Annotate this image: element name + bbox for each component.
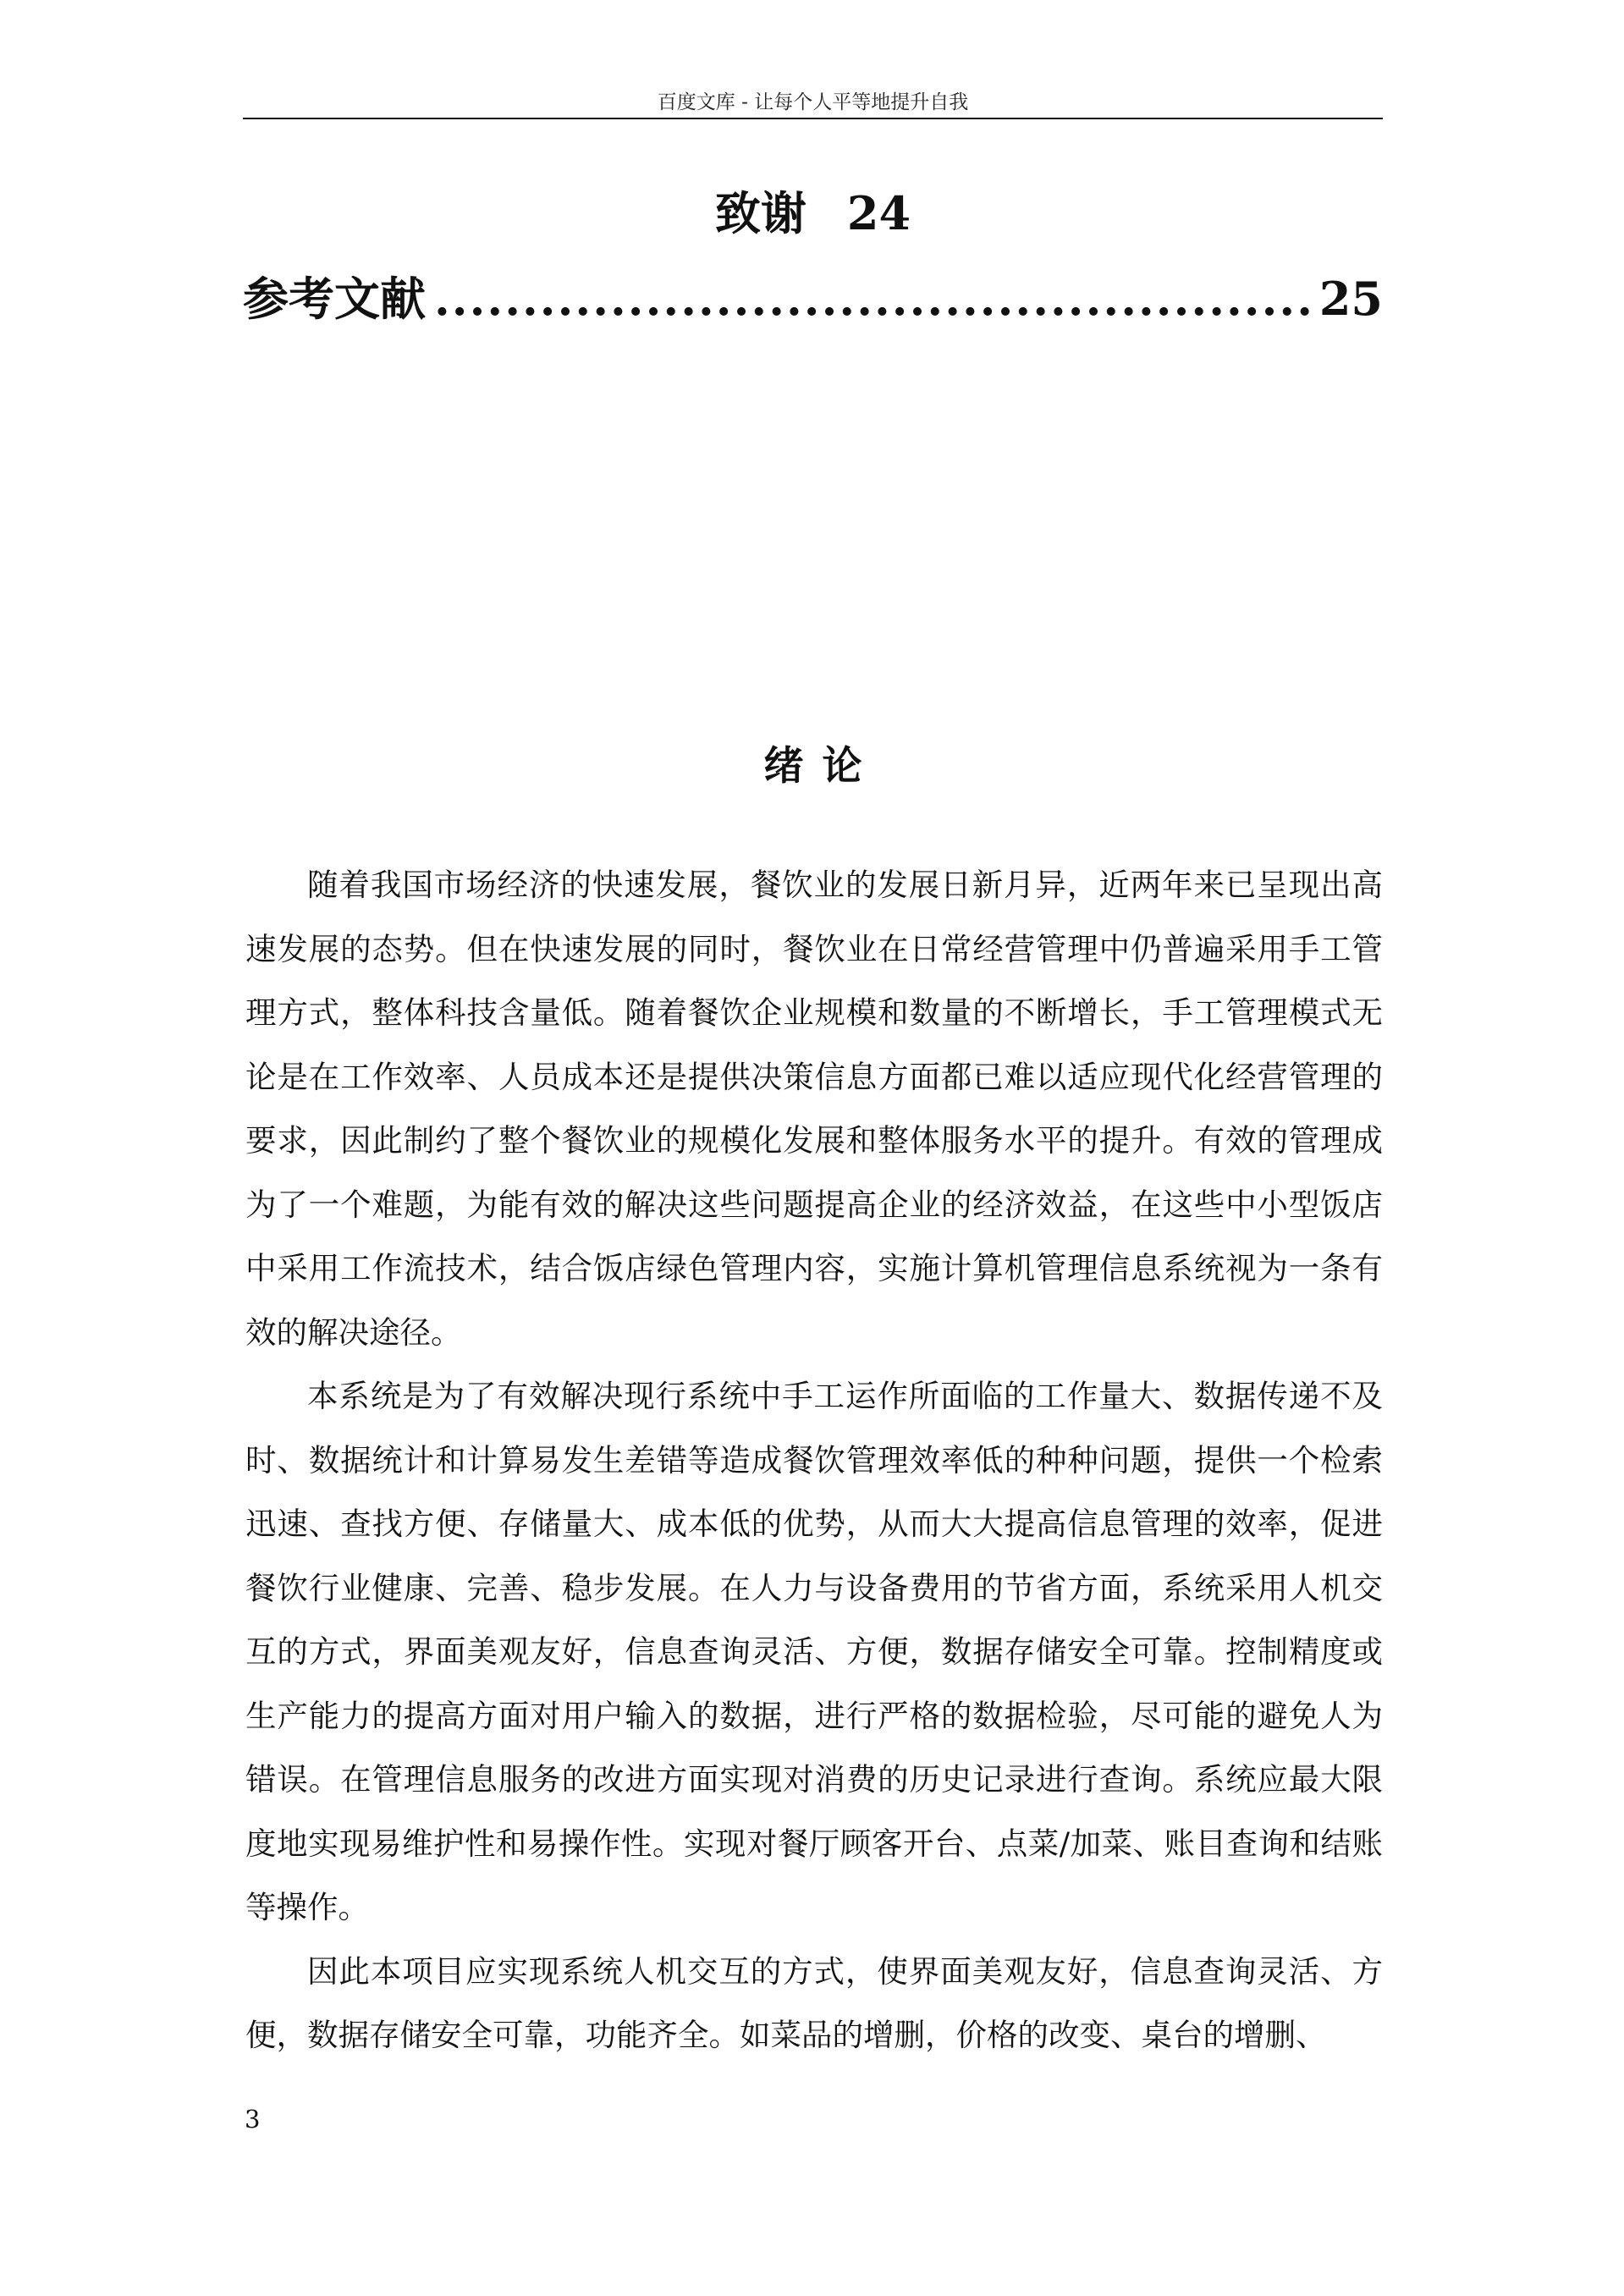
body-paragraph: 随着我国市场经济的快速发展，餐饮业的发展日新月异，近两年来已呈现出高速发展的态势。但在快速发展的同时，餐饮业在日常经营管理中仍普遍采用手工管理方式，整体科技含量低。随着餐饮企业规模和数量的不断增长，手工管理模式无论是在工作效率、人员成本还是提供决策信息方面都已难以适应现代化经营管理的要求，因此制约了整个餐饮业的规模化发展和整体服务水平的提升。有效的管理成为了一个难题，为能有效的解决这些问题提高企业的经济效益，在这些中小型饭店中采用工作流技术，结合饭店绿色管理内容，实施计算机管理信息系统视为一条有效的解决途径。 — [245, 867, 1383, 1351]
toc-leader-dots — [434, 263, 1311, 334]
page-number: 3 — [245, 2105, 261, 2134]
body-paragraph: 因此本项目应实现系统人机交互的方式，使界面美观友好，信息查询灵活、方便，数据存储安全可靠，功能齐全。如菜品的增删，价格的改变、桌台的增删、 — [245, 1952, 1383, 2053]
section-body — [245, 853, 1383, 2068]
toc-entry-label: 参考文献 — [243, 272, 426, 326]
toc-entry-acknowledgements[interactable] — [243, 178, 1383, 249]
body-paragraph: 本系统是为了有效解决现行系统中手工运作所面临的工作量大、数据传递不及时、数据统计和计算易发生差错等造成餐饮管理效率低的种种问题，提供一个检索迅速、查找方便、存储量大、成本低的优势，从而大大提高信息管理的效率，促进餐饮行业健康、完善、稳步发展。在人力与设备费用的节省方面，系统采用人机交互的方式，界面美观友好，信息查询灵活、方便，数据存储安全可靠。控制精度或生产能力的提高方面对用户输入的数据，进行严格的数据检验，尽可能的避免人为错误。在管理信息服务的改进方面实现对消费的历史记录进行查询。系统应最大限度地实现易维护性和易操作性。实现对餐厅顾客开台、点菜/加菜、账目查询和结账等操作。 — [245, 1378, 1383, 1925]
page-header: 百度文库 - 让每个人平等地提升自我 — [657, 91, 969, 113]
header-rule — [243, 118, 1383, 119]
toc-entry-page: 25 — [1318, 272, 1383, 326]
toc-entry-page: 24 — [846, 186, 911, 240]
section-title: 绪论 — [763, 743, 881, 790]
toc-entry-references[interactable] — [243, 263, 1383, 334]
toc-entry-label: 致谢 — [714, 186, 806, 240]
